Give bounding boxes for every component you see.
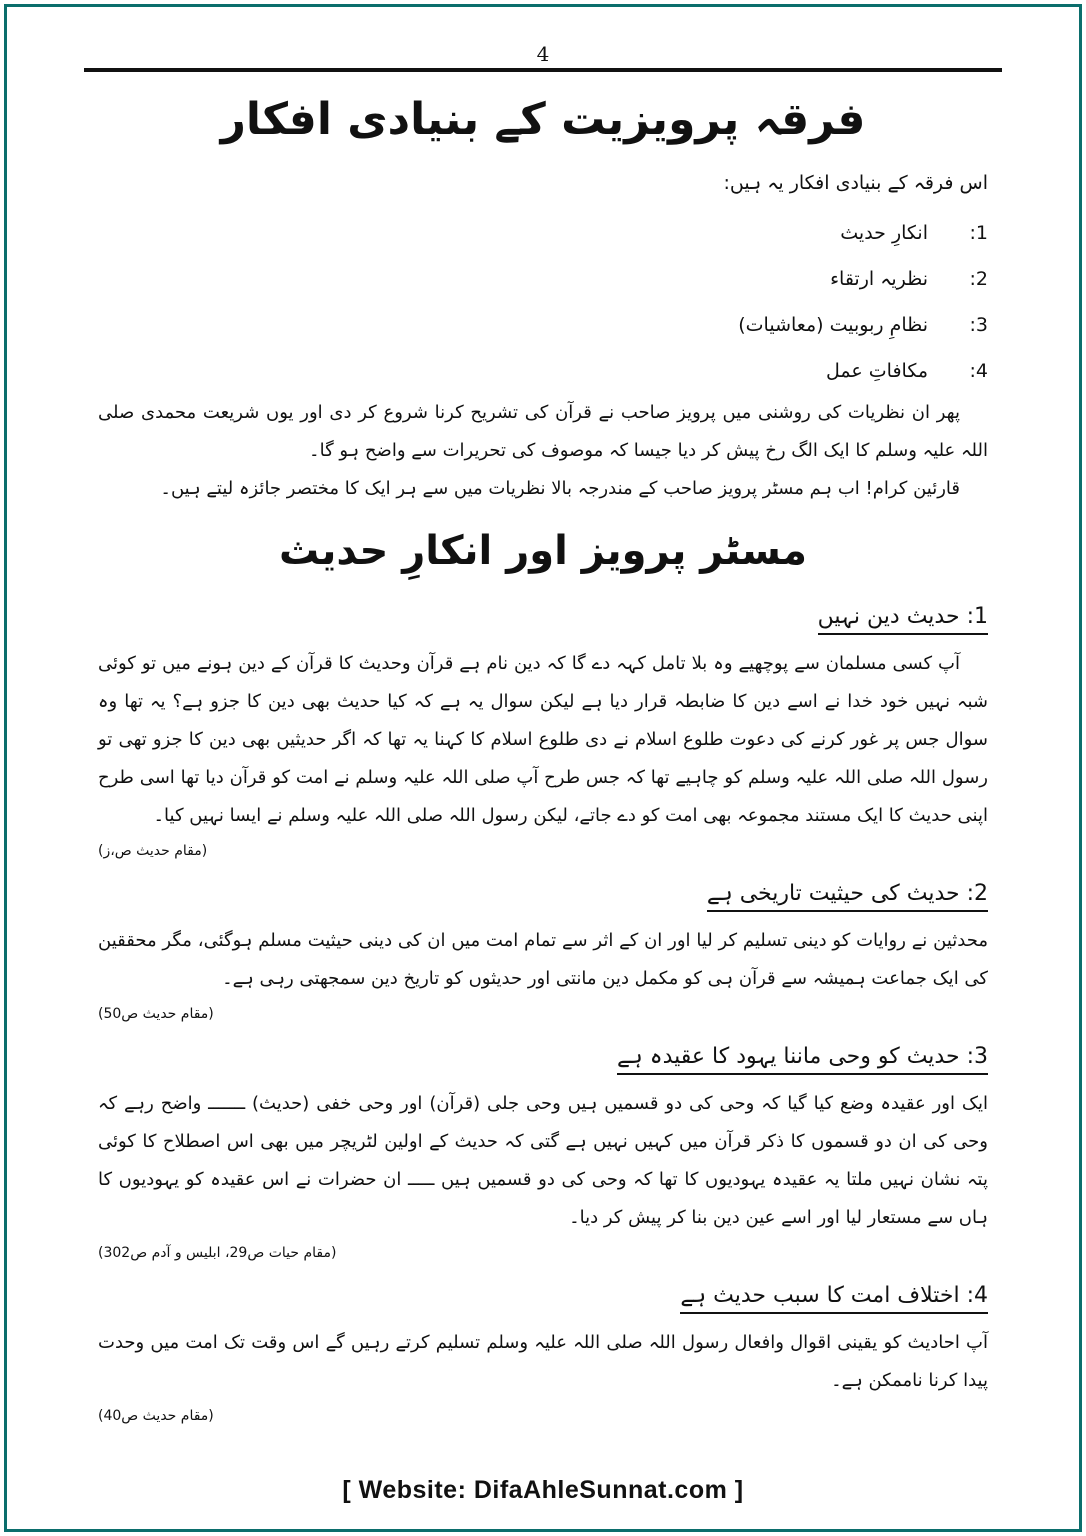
page-number: 4 [536,42,550,66]
list-item-text: نظریہ ارتقاء [830,268,928,290]
paragraph-2: قارئین کرام! اب ہم مسٹر پرویز صاحب کے مندرجہ بالا نظریات میں سے ہر ایک کا مختصر جائزہ لیتے ہیں۔ [160,478,960,499]
list-item-text: نظامِ ربوبیت (معاشیات) [738,314,928,336]
section-heading: 3: حدیث کو وحی ماننا یہود کا عقیدہ ہے [617,1044,988,1075]
reference: (مقام حدیث ص40) [98,1408,214,1424]
website-footer: [ Website: DifaAhleSunnat.com ] [342,1476,744,1504]
section-heading: 4: اختلاف امت کا سبب حدیث ہے [680,1283,988,1314]
section-2 [98,881,988,1028]
section-text: آپ کسی مسلمان سے پوچھیے وہ بلا تامل کہہ دے گا کہ دین نام ہے قرآن وحدیث کا قرآن کے دین ہونے میں تو کوئی شبہ نہیں خود خدا نے اسے دین کا ضابطہ قرار دیا ہے لیکن سوال یہ ہے کہ کیا حدیث بھی دین کا جزو ہے؟ یہ تھا وہ سوال جس پر غور کرنے کی دعوت طلوع اسلام نے دی طلوع اسلام کا کہنا یہ تھا کہ اگر حدیثیں بھی دین کا جزو تھی تو رسول اللہ صلی اللہ علیہ وسلم کو چاہیے تھا کہ جس طرح آپ صلی اللہ علیہ وسلم نے امت کو قرآن دیا تھا اسی طرح اپنی حدیث کا ایک مستند مجموعہ بھی امت کو دے جاتے، لیکن رسول اللہ صلی اللہ علیہ وسلم نے ایسا نہیں کیا۔ [98,653,988,826]
section-text: محدثین نے روایات کو دینی تسلیم کر لیا اور ان کے اثر سے تمام امت میں ان کی دینی حیثیت مسلم ہوگئی، مگر محققین کی ایک جماعت ہمیشہ سے قرآن ہی کو مکمل دین مانتی اور حدیثوں کو تاریخ دین سمجھتی رہی ہے۔ [98,930,988,989]
reference: (مقام حیات ص29، ابلیس و آدم ص302) [98,1245,337,1261]
paragraph-1: پھر ان نظریات کی روشنی میں پرویز صاحب نے قرآن کی تشریح کرنا شروع کر دی اور یوں شریعت محمدی صلی اللہ علیہ وسلم کا ایک الگ رخ پیش کر دیا جیسا کہ موصوف کی تحریرات سے واضح ہو گا۔ [98,402,988,461]
list-item-number: 3: [969,314,988,336]
reference: (مقام حدیث ص50) [98,1006,214,1022]
list-item-number: 2: [969,268,988,290]
list-item [98,256,988,302]
top-divider [84,68,1002,72]
main-title: فرقہ پرویزیت کے بنیادی افکار [220,94,866,145]
section-1 [98,604,988,865]
list-item-text: مکافاتِ عمل [826,360,928,382]
document-body [98,90,988,1446]
section-title: مسٹر پرویز اور انکارِ حدیث [279,528,807,574]
list-item [98,348,988,394]
list-item [98,302,988,348]
list-item-number: 1: [969,222,988,244]
ideas-list [98,210,988,394]
list-item-number: 4: [969,360,988,382]
section-text: ایک اور عقیدہ وضع کیا گیا کہ وحی کی دو قسمیں ہیں وحی جلی (قرآن) اور وحی خفی (حدیث) ـــــــ واضح رہے کہ وحی کی ان دو قسموں کا ذکر قرآن میں کہیں نہیں ہے گتی کہ حدیث کے اولین لٹریچر میں بھی اس اصطلاح کا کوئی پتہ نشان نہیں ملتا یہ عقیدہ یہودیوں کا تھا کہ وحی کی دو قسمیں ہیں ـــــ ان حضرات نے اس عقیدہ کو یہودیوں کا ہاں سے مستعار لیا اور اسے عین دین بنا کر پیش کر دیا۔ [98,1093,988,1228]
intro-text: اس فرقہ کے بنیادی افکار یہ ہیں: [723,172,988,194]
section-3 [98,1044,988,1267]
section-heading: 1: حدیث دین نہیں [818,604,988,635]
section-text: آپ احادیث کو یقینی اقوال وافعال رسول اللہ صلی اللہ علیہ وسلم تسلیم کرتے رہیں گے اس وقت تک امت میں وحدت پیدا کرنا ناممکن ہے۔ [98,1332,988,1391]
list-item-text: انکارِ حدیث [840,222,928,244]
section-4 [98,1283,988,1430]
section-heading: 2: حدیث کی حیثیت تاریخی ہے [707,881,988,912]
reference: (مقام حدیث ص،ز) [98,843,208,859]
list-item [98,210,988,256]
